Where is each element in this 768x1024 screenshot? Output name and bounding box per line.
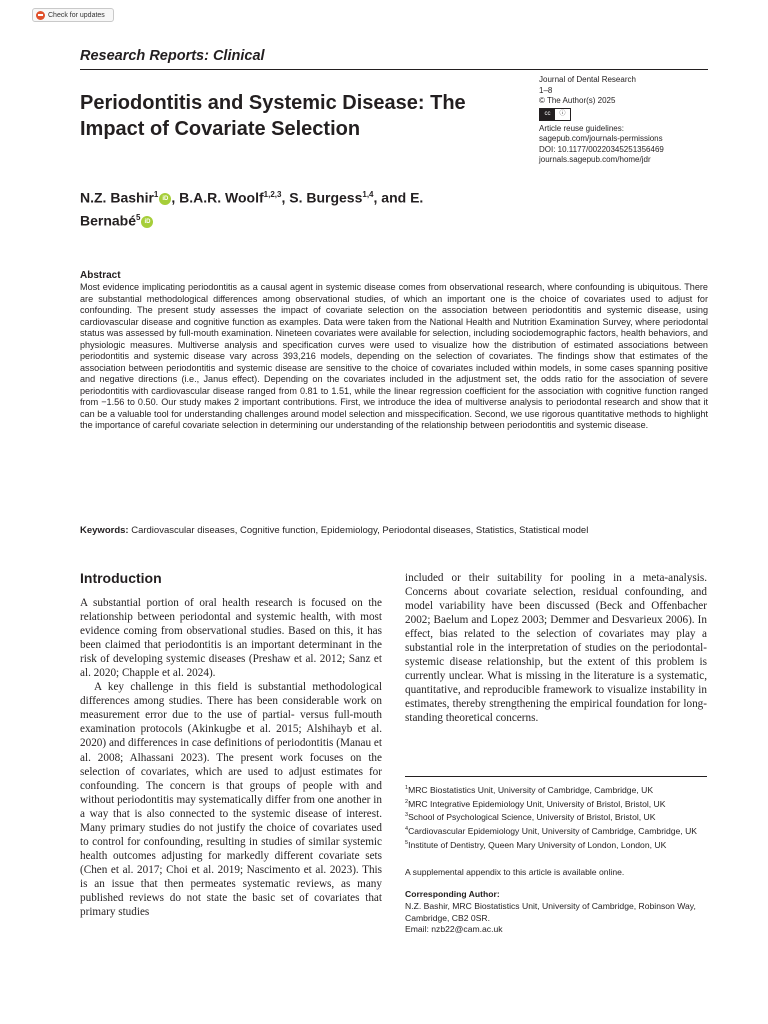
supplement-note: A supplemental appendix to this article is available online. (405, 867, 625, 877)
author-affiliation-marker: 1,4 (362, 190, 374, 199)
orcid-icon[interactable]: iD (159, 193, 171, 205)
author-name[interactable]: E. Bernabé (80, 189, 424, 229)
keywords-label: Keywords: (80, 525, 129, 536)
author-name[interactable]: B.A.R. Woolf (179, 189, 264, 206)
journal-homepage-link[interactable]: journals.sagepub.com/home/jdr (539, 155, 651, 164)
author-name[interactable]: N.Z. Bashir (80, 189, 154, 206)
corresponding-author (405, 889, 707, 936)
cc-license-badge[interactable] (539, 108, 571, 121)
body-column-right (405, 571, 707, 726)
affiliation-item: $^3$School of Psychological Science, University of Bristol, Bristol, UK (405, 812, 656, 823)
badge-label: Check for updates (48, 11, 105, 19)
paragraph: A substantial portion of oral health research is focused on the relationship between periodontal and systemic health, with most evidence coming from observational studies. Based on this, it has been claimed that periodontitis is an important determinant in the risk of developing systemic diseases (Preshaw et al. 2012; Sanz et al. 2020; Chapple et al. 2024). (80, 597, 382, 680)
paragraph: included or their suitability for pooling in a meta-analysis. Concerns about covariate selection, residual confounding, and model variability have been discussed (Beck and Offenbacher 2002; Baelum and Lopez 2003; Demmer and Desvarieux 2006). In effect, bias related to the selection of covariates may play a substantial role in the interpretation of studies on the periodontal-systemic disease relationship, but the extent of this problem is currently unclear. What is missing in the literature is a systematic, quantitative, and reproducible framework to visualize instability in estimates, thereby strengthening the empirical foundation for long-standing theoretical concerns. (405, 572, 707, 725)
keywords (80, 525, 708, 537)
corresponding-label: Corresponding Author: (405, 889, 500, 899)
reuse-link[interactable]: sagepub.com/journals-permissions (539, 134, 663, 143)
body-column-left (80, 596, 382, 919)
check-for-updates-badge[interactable] (32, 8, 114, 22)
keywords-text: Cardiovascular diseases, Cognitive function, Epidemiology, Periodontal diseases, Statistics, Statistical model (131, 525, 589, 536)
affiliation-item: $^2$MRC Integrative Epidemiology Unit, University of Bristol, Bristol, UK (405, 798, 666, 809)
corresponding-address: N.Z. Bashir, MRC Biostatistics Unit, University of Cambridge, Robinson Way, Cambridge, CB2 0SR. (405, 900, 696, 923)
section-label: Research Reports: Clinical (80, 48, 265, 64)
author-affiliation-marker: 1,2,3 (263, 190, 282, 199)
update-icon (36, 11, 45, 20)
journal-info (539, 75, 714, 166)
page-range: 1–8 (539, 85, 553, 95)
author-affiliation-marker: 1 (153, 190, 159, 199)
affiliation-item: $^1$MRC Biostatistics Unit, University of Cambridge, Cambridge, UK (405, 784, 654, 795)
cc-icon: cc (540, 109, 555, 120)
affiliation-rule (405, 776, 707, 777)
copyright: © The Author(s) 2025 (539, 96, 616, 105)
article-title: Periodontitis and Systemic Disease: The Impact of Covariate Selection (80, 92, 466, 140)
orcid-icon[interactable]: iD (141, 216, 153, 228)
journal-name: Journal of Dental Research (539, 75, 636, 84)
introduction-heading: Introduction (80, 570, 162, 586)
doi-link[interactable]: DOI: 10.1177/00220345251356469 (539, 144, 664, 154)
author-list: N.Z. Bashir$^1$ iD , B.A.R. Woolf$^{1,2,3}$, S. Burgess$^{1,4}$, and E. Bernabé$^5$ iD (80, 189, 424, 229)
abstract-heading: Abstract (80, 270, 121, 281)
paragraph: A key challenge in this field is substantial methodological differences among studies. There has been considerable work on measurement error due to the use of partial- versus full-mouth examination protocols (Akinkugbe et al. 2015; Alshihayb et al. 2020) and differences in case definitions of periodontitis (Manau et al. 2008; Alhassani 2023). The present work focuses on the selection of covariates, which are used to adjust estimates for confounding. The concern is that groups of people with and without periodontitis may systematically differ from one another in a way that is also connected to the systemic disease of interest. Many primary studies do not justify the choice of covariates used to control for confounding, resulting in studies of similar systemic health outcomes adjusting for markedly different covariate sets (Chen et al. 2017; Choi et al. 2019; Nascimento et al. 2023). This is an issue that then permeates systematic reviews, as many published reviews do not state the basic set of covariates that primary studies (80, 681, 382, 919)
author-affiliation-marker: 5 (136, 212, 141, 222)
abstract-text: Most evidence implicating periodontitis as a causal agent in systemic disease comes from observational research, where confounding is ubiquitous. There are substantial methodological differences among observational studies, of which an important one is the choice of covariates used to adjust for confounding. The present study assesses the impact of covariate selection on the association between periodontitis and systemic disease, using cardiovascular disease and cognitive function as examples. Data were taken from the National Health and Nutrition Examination Survey, where periodontal status was assessed by full-mouth examination. Nineteen covariates were available for selection, including sociodemographic factors, health behaviors, and physiologic measures. Multiverse analysis and specification curves were used to visualize how the distribution of estimated associations between periodontitis and systemic disease vary across 393,216 models, depending on the selection of covariates. The findings show that estimates of the association between periodontitis and systemic disease are sensitive to the choice of covariates included within models, in some cases spanning positive and negative directions (i.e., Janus effect). Depending on the covariates included in the adjustment set, the odds ratio for the association of severe periodontitis with cardiovascular disease ranged from 0.81 to 1.51, while the linear regression coefficient for the association with cognitive function ranged from −1.56 to 0.50. Our study makes 2 important contributions. First, we introduce the idea of multiverse analysis to periodontal research and show that it can be a valuable tool for understanding challenges around model selection and misspecification. Second, we use rigorous quantitative methods to highlight the importance of careful covariate selection in determining our understanding of the relationship between periodontitis and systemic disease. (80, 282, 708, 430)
affiliation-item: $^4$Cardiovascular Epidemiology Unit, University of Cambridge, Cambridge, UK (405, 825, 698, 836)
corresponding-email[interactable]: Email: nzb22@cam.ac.uk (405, 924, 503, 935)
affiliation-item: $^5$Institute of Dentistry, Queen Mary University of London, London, UK (405, 839, 667, 850)
attribution-icon: ⓘ (559, 110, 566, 117)
reuse-label: Article reuse guidelines: (539, 123, 624, 133)
author-name[interactable]: S. Burgess (289, 189, 363, 206)
affiliations (405, 783, 707, 851)
header-rule (80, 69, 708, 70)
